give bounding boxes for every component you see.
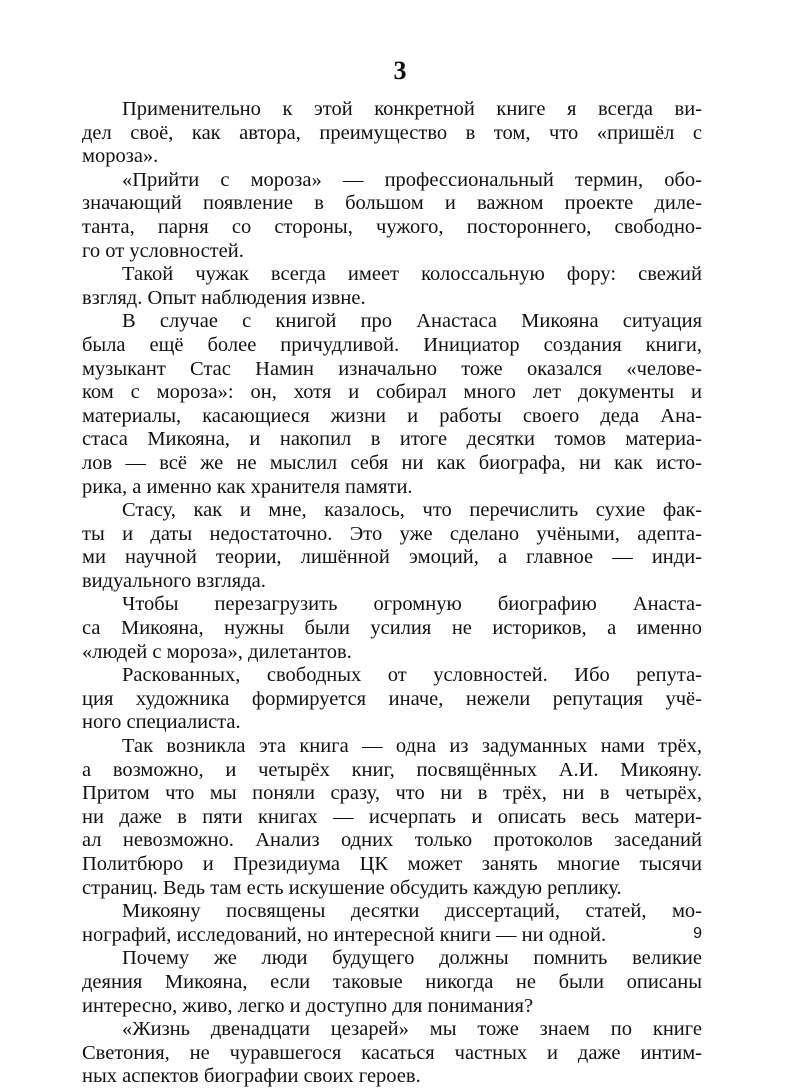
text-line: стаса Микояна, и накопил в итоге десятки томов материа-: [82, 428, 702, 451]
text-line: го от условностей.: [82, 239, 244, 262]
text-line: Раскованных, свободных от условностей. Ибо репута-: [122, 664, 702, 687]
text-line: «людей с мороза», дилетантов.: [82, 640, 352, 663]
text-line: Почему же люди будущего должны помнить великие: [122, 947, 702, 970]
text-line: была ещё более причудливой. Инициатор создания книги,: [82, 333, 702, 356]
text-line: Применительно к этой конкретной книге я всегда ви-: [122, 98, 702, 120]
text-line: интересно, живо, легко и доступно для понимания?: [82, 994, 534, 1017]
text-line: ал невозможно. Анализ одних только протоколов заседаний: [82, 829, 702, 852]
text-line: взгляд. Опыт наблюдения извне.: [82, 286, 366, 309]
chapter-number: 3: [393, 56, 407, 85]
text-line: Стасу, как и мне, казалось, что перечислить сухие фак-: [122, 499, 702, 522]
text-line: танта, парня со стороны, чужого, постороннего, свободно-: [82, 215, 702, 238]
page-number: 9: [693, 925, 702, 942]
body-text: [82, 98, 702, 1089]
text-line: В случае с книгой про Анастаса Микояна ситуация: [122, 310, 702, 333]
text-line: мороза».: [82, 145, 159, 168]
text-line: а возможно, и четырёх книг, посвящённых А.И. Микояну.: [82, 758, 702, 781]
text-line: ты и даты недостаточно. Это уже сделано учёными, адепта-: [82, 522, 702, 545]
text-line: ни даже в пяти книгах — исчерпать и описать весь матери-: [82, 805, 702, 828]
text-line: ция художника формируется иначе, нежели репутация учё-: [82, 687, 702, 710]
text-line: ми научной теории, лишённой эмоций, а главное — инди-: [82, 546, 702, 569]
text-line: Так возникла эта книга — одна из задуманных нами трёх,: [122, 735, 702, 758]
text-line: деяния Микояна, если таковые никогда не были описаны: [82, 970, 702, 993]
text-line: видуального взгляда.: [82, 569, 266, 592]
text-line: «Жизнь двенадцати цезарей» мы тоже знаем по книге: [122, 1018, 702, 1041]
text-line: страниц. Ведь там есть искушение обсудить каждую реплику.: [82, 876, 622, 899]
text-line: значающий появление в большом и важном проекте диле-: [82, 192, 702, 215]
text-line: ком с мороза»: он, хотя и собирал много лет документы и: [82, 381, 702, 404]
text-line: Такой чужак всегда имеет колоссальную фору: свежий: [122, 263, 702, 286]
text-line: Политбюро и Президиума ЦК может занять многие тысячи: [82, 853, 702, 875]
text-line: са Микояна, нужны были усилия не историков, а именно: [82, 617, 702, 640]
text-line: Светония, не чуравшегося касаться частных и даже интим-: [82, 1041, 702, 1064]
text-line: Чтобы перезагрузить огромную биографию Анаста-: [122, 593, 702, 616]
text-line: Притом что мы поняли сразу, что ни в трёх, ни в четырёх,: [82, 782, 702, 805]
text-line: лов — всё же не мыслил себя ни как биографа, ни как исто-: [82, 451, 702, 474]
text-line: нографий, исследований, но интересной книги — ни одной.: [82, 923, 607, 946]
text-line: рика, а именно как хранителя памяти.: [82, 475, 413, 498]
text-line: музыкант Стас Намин изначально тоже оказался «челове-: [82, 357, 702, 380]
text-line: ных аспектов биографии своих героев.: [82, 1065, 421, 1088]
text-line: Микояну посвящены десятки диссертаций, статей, мо-: [122, 900, 702, 923]
text-line: материалы, касающиеся жизни и работы своего деда Ана-: [82, 404, 702, 427]
text-line: «Прийти с мороза» — профессиональный термин, обо-: [122, 168, 702, 191]
text-line: дел своё, как автора, преимущество в том, что «пришёл с: [82, 121, 702, 144]
text-line: ного специалиста.: [82, 711, 241, 734]
